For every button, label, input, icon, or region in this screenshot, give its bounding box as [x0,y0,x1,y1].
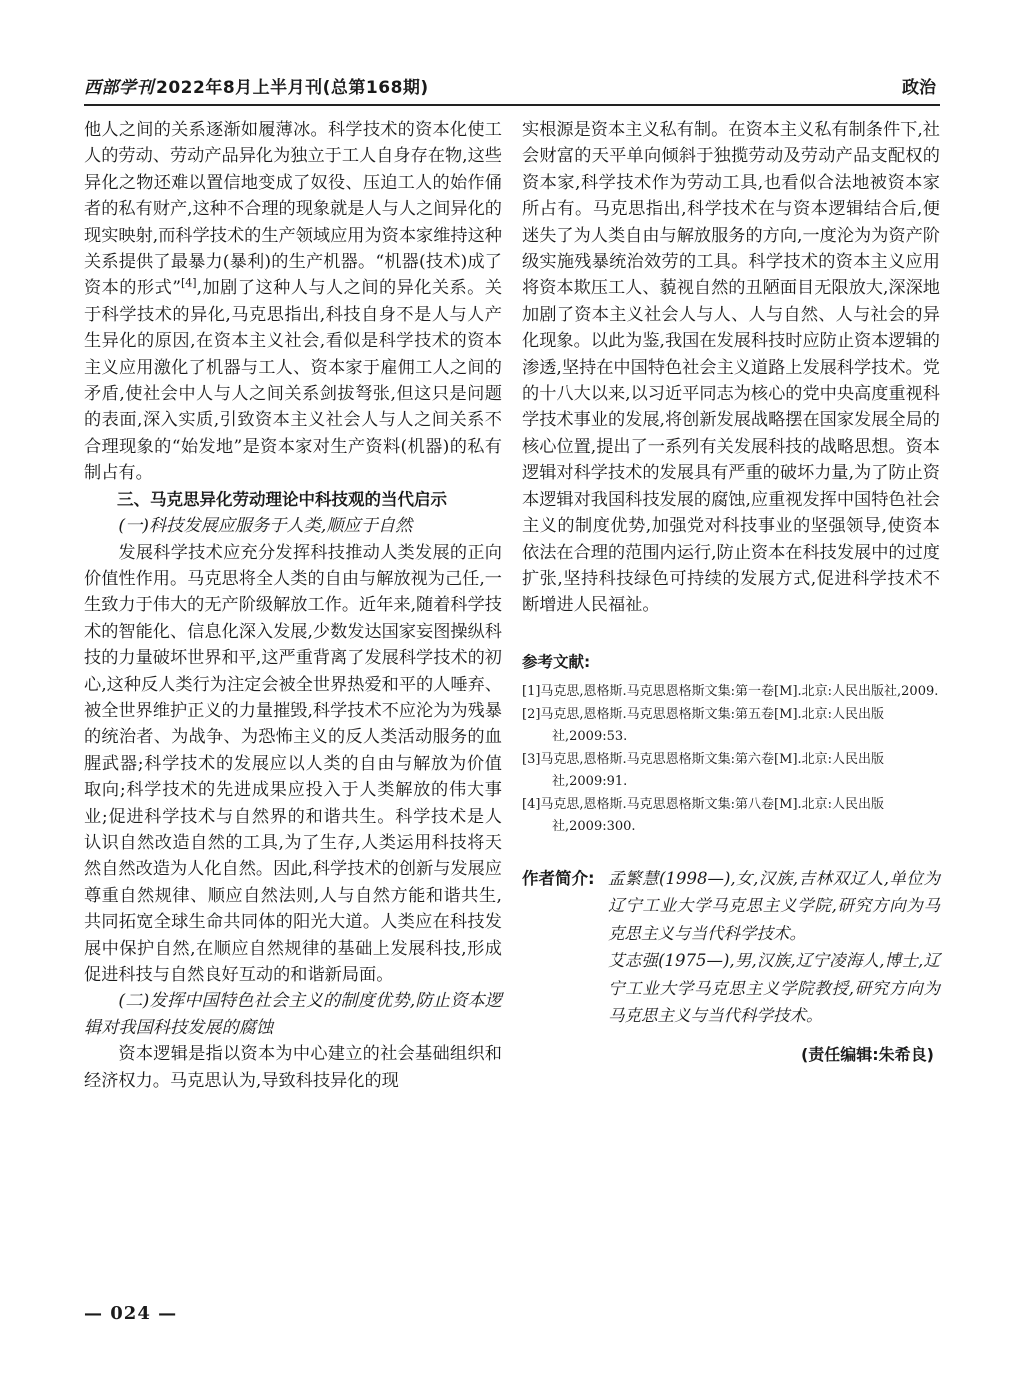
paragraph: 资本逻辑是指以资本为中心建立的社会基础组织和经济权力。马克思认为,导致科技异化的现 [84,1044,502,1091]
author-info [522,865,940,1030]
author-body [608,865,940,1030]
author-bio: 艾志强(1975—),男,汉族,辽宁凌海人,博士,辽宁工业大学马克思主义学院教授,研究方向为马克思主义与当代科学技术。 [608,951,940,1026]
author-label: 作者简介: [522,868,595,888]
reference-item: [2]马克思,恩格斯.马克思恩格斯文集:第五卷[M].北京:人民出版社,2009:53. [522,706,885,745]
paragraph-text: 他人之间的关系逐渐如履薄冰。科学技术的资本化使工人的劳动、劳动产品异化为独立于工人自身存在物,这些异化之物还难以置信地变成了奴役、压迫工人的始作俑者的私有财产,这种不合理的现象就是人与人之间异化的现实映射,而科学技术的生产领域应用为资本家维持这种关系提供了最暴力(暴利)的生产机器。“机器(技术)成了资本的形式” [84,120,502,299]
subsection-heading: (二)发挥中国特色社会主义的制度优势,防止资本逻辑对我国科技发展的腐蚀 [84,991,502,1038]
author-bio: 孟繁慧(1998—),女,汉族,吉林双辽人,单位为辽宁工业大学马克思主义学院,研究方向为马克思主义与当代科学技术。 [608,868,940,943]
section-label: 政治 [902,78,936,98]
running-header [84,70,940,106]
paragraph-text-cont: ,加剧了这种人与人之间的异化关系。关于科学技术的异化,马克思指出,科技自身不是人与人产生异化的原因,在资本主义社会,看似是科学技术的资本主义应用激化了机器与工人、资本家于雇佣工人之间的矛盾,使社会中人与人之间关系剑拔弩张,但这只是问题的表面,深入实质,引致资本主义社会人与人之间关系不合理现象的“始发地”是资本家对生产资料(机器)的私有制占有。 [84,278,503,484]
reference-item: [1]马克思,恩格斯.马克思恩格斯文集:第一卷[M].北京:人民出版社,2009. [522,684,939,700]
paragraph: 实根源是资本主义私有制。在资本主义私有制条件下,社会财富的天平单向倾斜于独揽劳动及劳动产品支配权的资本家,科学技术作为劳动工具,也看似合法地被资本家所占有。马克思指出,科学技术在与资本逻辑结合后,便迷失了为人类自由与解放服务的方向,一度沦为为资产阶级实施残暴统治效劳的工具。科学技术的资本主义应用将资本欺压工人、藐视自然的丑陋面目无限放大,深深地加剧了资本主义社会人与人、人与自然、人与社会的异化现象。以此为鉴,我国在发展科技时应防止资本逻辑的渗透,坚持在中国特色社会主义道路上发展科学技术。党的十八大以来,以习近平同志为核心的党中央高度重视科学技术事业的发展,将创新发展战略摆在国家发展全局的核心位置,提出了一系列有关发展科技的战略思想。资本逻辑对科学技术的发展具有严重的破坏力量,为了防止资本逻辑对我国科技发展的腐蚀,应重视发挥中国特色社会主义的制度优势,加强党对科技事业的坚强领导,使资本依法在合理的范围内运行,防止资本在科技发展中的过度扩张,坚持科技绿色可持续的发展方式,促进科学技术不断增进人民福祉。 [522,120,940,616]
paragraph: 发展科学技术应充分发挥科技推动人类发展的正向价值性作用。马克思将全人类的自由与解放视为己任,一生致力于伟大的无产阶级解放工作。近年来,随着科学技术的智能化、信息化深入发展,少数发达国家妄图操纵科技的力量破坏世界和平,这严重背离了发展科学技术的初心,这种反人类行为注定会被全世界热爱和平的人唾弃、被全世界维护正义的力量摧毁,科学技术不应沦为为残暴的统治者、为战争、为恐怖主义的反人类活动服务的血腥武器;科学技术的发展应以人类的自由与解放为价值取向;科学技术的先进成果应投入于人类解放的伟大事业;促进科学技术与自然界的和谐共生。科学技术是人认识自然改造自然的工具,为了生存,人类运用科技将天然自然改造为人化自然。因此,科学技术的创新与发展应尊重自然规律、顺应自然法则,人与自然方能和谐共生,共同拓宽全球生命共同体的阳光大道。人类应在科技发展中保护自然,在顺应自然规律的基础上发展科技,形成促进科技与自然良好互动的和谐新局面。 [84,542,502,985]
subsection-heading: (一)科技发展应服务于人类,顺应于自然 [118,516,413,537]
reference-item: [3]马克思,恩格斯.马克思恩格斯文集:第六卷[M].北京:人民出版社,2009:91. [522,751,885,790]
left-column [84,117,502,1094]
responsible-editor: (责任编辑:朱希良) [800,1044,934,1064]
references-title: 参考文献: [522,652,591,671]
reference-item: [4]马克思,恩格斯.马克思恩格斯文集:第八卷[M].北京:人民出版社,2009:300. [522,796,885,835]
citation-mark: [4] [181,276,197,290]
header-left [84,73,429,98]
page-number: — 024 — [84,1303,178,1324]
journal-logo: 西部学刊 [84,78,154,98]
paragraph [84,117,502,487]
right-column [522,117,940,1068]
section-heading: 三、马克思异化劳动理论中科技观的当代启示 [117,489,447,509]
issue-info: 2022年8月上半月刊(总第168期) [156,78,429,98]
